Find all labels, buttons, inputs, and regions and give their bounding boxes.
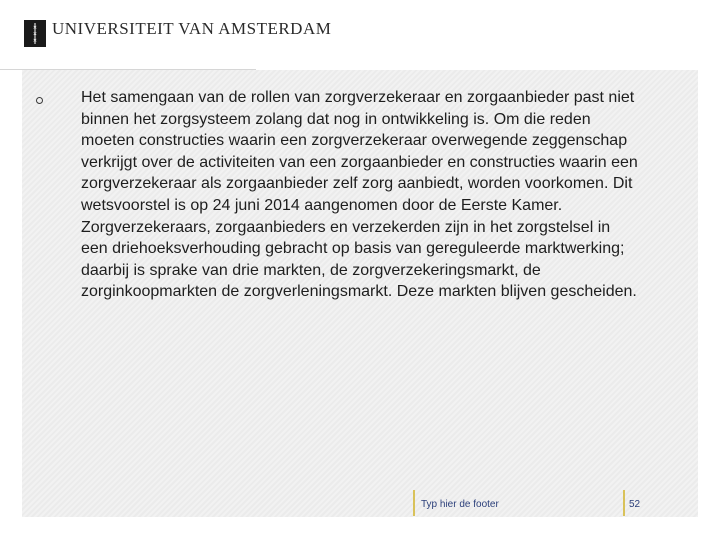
svg-text:✕: ✕ xyxy=(32,25,38,31)
footer-text[interactable]: Typ hier de footer xyxy=(421,499,499,510)
hollow-circle-bullet-icon xyxy=(36,97,43,104)
footer-divider-right xyxy=(623,490,625,516)
slide-header xyxy=(0,0,720,70)
footer-divider-left xyxy=(413,490,415,516)
university-name: UNIVERSITEIT VAN AMSTERDAM xyxy=(52,19,332,38)
page-number: 52 xyxy=(629,499,641,510)
university-crest-icon xyxy=(24,20,46,47)
bullet-paragraph: Het samengaan van de rollen van zorgverzekeraar en zorgaanbieder past niet binnen het zorgsysteem zolang dat nog in ontwikkeling is. Om die reden moeten constructies waarin een zorgverzekeraar overwegende zeggenschap verkrijgt over de activiteiten van een zorgaanbieder en constructies waarin een zorgverzekeraar als zorgaanbieder zelf zorg aanbiedt, worden voorkomen. Dit wetsvoorstel is op 24 juni 2014 aangenomen door de Eerste Kamer. Zorgverzekeraars, zorgaanbieders en verzekerden zijn in het zorgstelsel in een driehoeksverhouding gebracht op basis van gereguleerde marktwerking; daarbij is sprake van drie markten, de zorgverzekeringsmarkt, de zorginkoopmarkten de zorgverleningsmarkt. Deze markten blijven gescheiden. xyxy=(81,89,638,301)
svg-text:✕: ✕ xyxy=(32,31,38,38)
svg-text:✕: ✕ xyxy=(32,38,38,44)
